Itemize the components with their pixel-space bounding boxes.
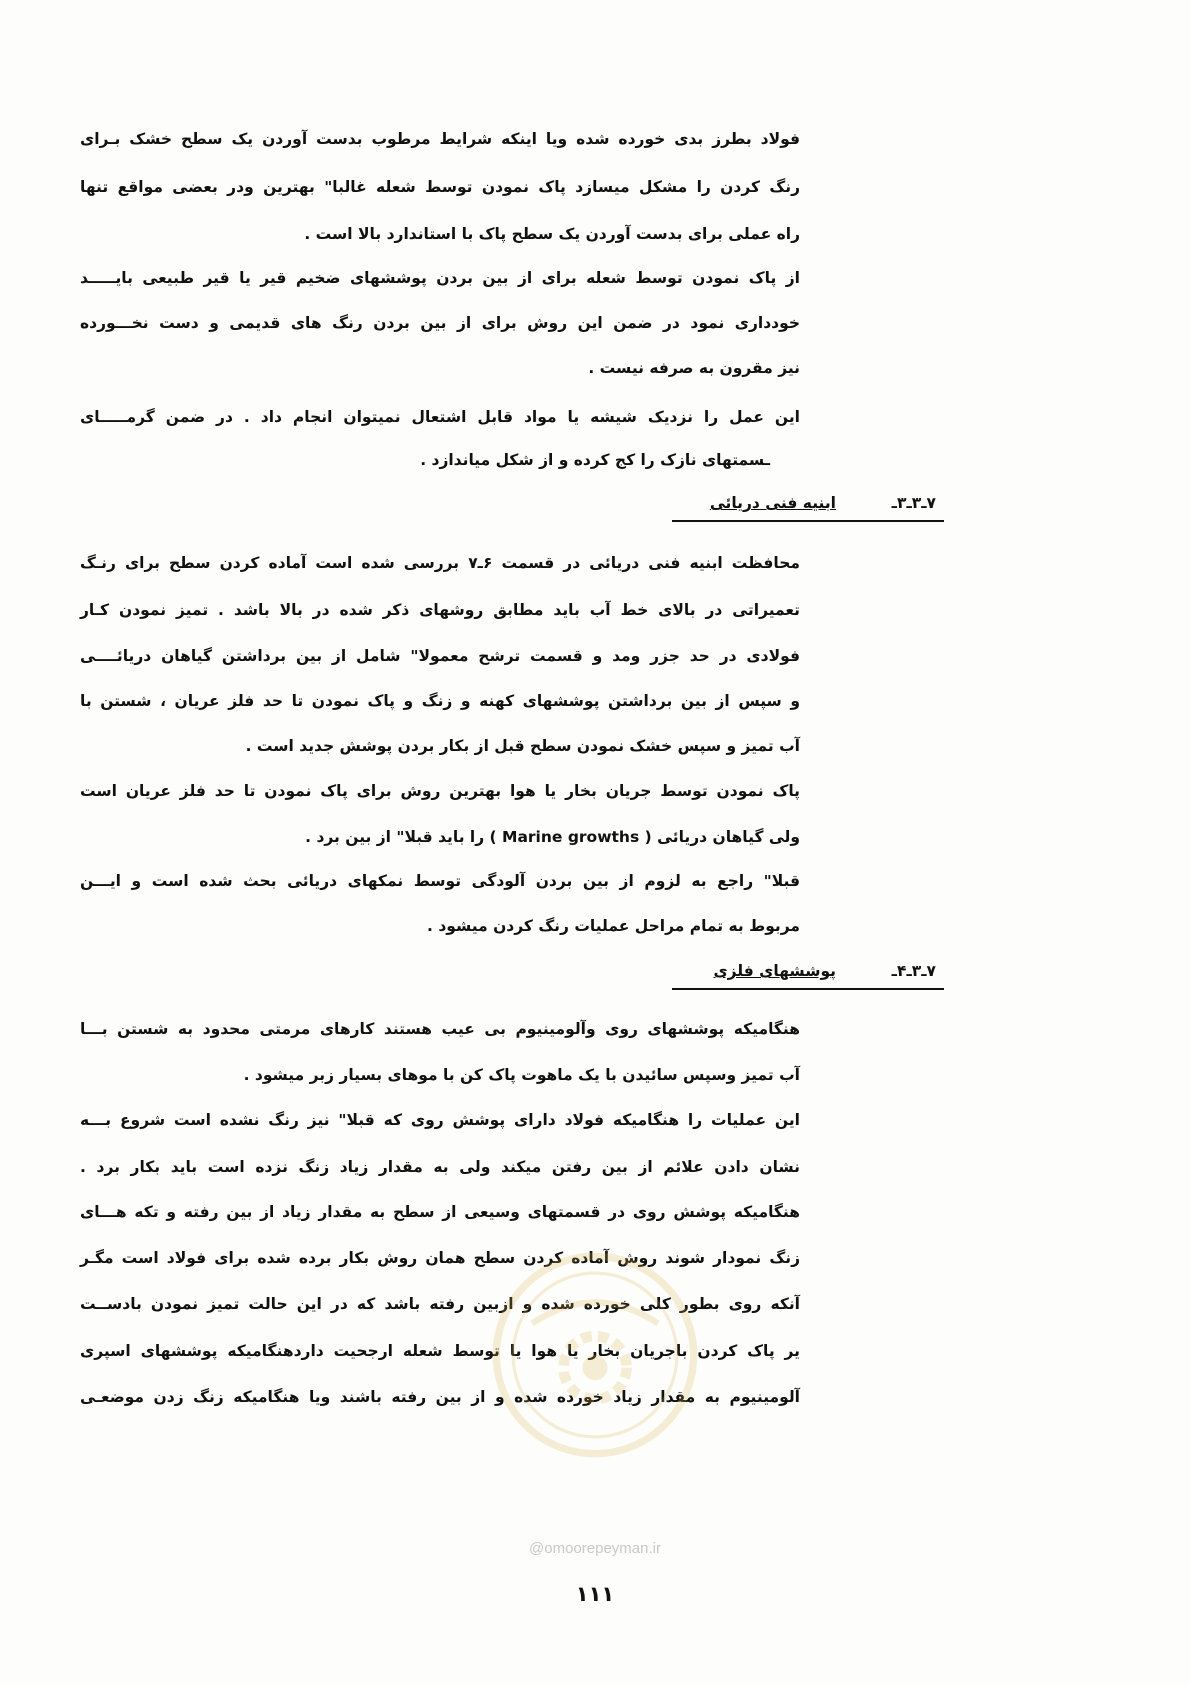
- text-line: فولادی در حد جزر ومد و قسمت ترشح معمولا" شامل از بین برداشتن گیاهان دریائــــی: [80, 647, 800, 665]
- text-line: آب تمیز و سپس خشک نمودن سطح قبل از بکار بردن پوشش جدید است .: [245, 737, 800, 755]
- section-title: پوششهای فلزی: [713, 962, 836, 980]
- page-number: ۱۱۱: [575, 1582, 615, 1606]
- watermark-text: @omoorepeyman.ir: [529, 1540, 661, 1557]
- text-line: از پاک نمودن توسط شعله برای از بین بردن پوششهای ضخیم قیر یا قیر طبیعی بایـــــد: [80, 269, 800, 287]
- text-line: این عمل را نزدیک شیشه یا مواد قابل اشتعال نمیتوان انجام داد . در ضمن گرمـــــای: [80, 408, 800, 426]
- text-line: آلومینیوم به مقدار زیاد خورده شده و از بین رفته باشند ویا هنگامیکه زنگ زدن موضعـی: [80, 1388, 800, 1406]
- text-line: یر پاک کردن باجریان بخار یا هوا یا توسط شعله ارجحیت داردهنگامیکه پوششهای اسپری: [80, 1342, 800, 1360]
- text-line: هنگامیکه پوششهای روی وآلومینیوم بی عیب هستند کارهای مرمتی محدود به شستن بـــا: [80, 1020, 800, 1038]
- text-line: ـسمتهای نازک را کج کرده و از شکل میاندازد .: [420, 451, 770, 469]
- text-line: آب تمیز وسپس سائیدن با یک ماهوت پاک کن با موهای بسیار زبر میشود .: [243, 1066, 800, 1084]
- text-line: راه عملی برای بدست آوردن یک سطح پاک با استاندارد بالا است .: [304, 225, 800, 243]
- text-line: فولاد بطرز بدی خورده شده ویا اینکه شرایط مرطوب بدست آوردن یک سطح خشک بـرای: [80, 130, 800, 148]
- section-heading: [672, 958, 944, 990]
- text-line: پاک نمودن توسط جریان بخار یا هوا بهترین روش برای پاک نمودن تا حد فلز عریان است: [80, 782, 800, 800]
- text-line: خودداری نمود در ضمن این روش برای از بین بردن رنگ های قدیمی و دست نخـــورده: [80, 314, 800, 332]
- text-line: تعمیراتی در بالای خط آب باید مطابق روشهای ذکر شده در بالا باشد . تمیز نمودن کـار: [80, 601, 800, 619]
- text-line: مربوط به تمام مراحل عملیات رنگ کردن میشود .: [427, 917, 800, 935]
- text-line: نشان دادن علائم از بین رفتن میکند ولی به مقدار زیاد زنگ نزده است باید بکار برد .: [80, 1158, 800, 1176]
- text-line: محافظت ابنیه فنی دریائی در قسمت ۶ـ۷ بررسی شده است آماده کردن سطح برای رنـگ: [80, 554, 800, 572]
- text-line: هنگامیکه پوشش روی در قسمتهای وسیعی از سطح به مقدار زیاد از بین رفته و تکه هـــای: [80, 1203, 800, 1221]
- text-line: این عملیات را هنگامیکه فولاد دارای پوشش روی که قبلا" نیز رنگ نشده است شروع بـــه: [80, 1111, 800, 1129]
- section-number: ۷ـ۳ـ۳ـ: [891, 494, 936, 512]
- text-line: نیز مقرون به صرفه نیست .: [588, 359, 800, 377]
- text-line: آنکه روی بطور کلی خورده شده و ازبین رفته باشد که در این حالت تمیز نمودن بادســت: [80, 1295, 800, 1313]
- text-line: و سپس از بین برداشتن پوششهای کهنه و زنگ و پاک نمودن تا حد فلز عریان ، شستن با: [80, 692, 800, 710]
- section-title: ابنیه فنی دریائی: [709, 494, 836, 512]
- section-heading: [672, 490, 944, 522]
- text-line: ولی گیاهان دریائی ( Marine growths ) را باید قبلا" از بین برد .: [305, 828, 800, 846]
- text-line: زنگ نمودار شوند روش آماده کردن سطح همان روش بکار برده شده برای فولاد است مگـر: [80, 1249, 800, 1267]
- text-line: رنگ کردن را مشکل میسازد پاک نمودن توسط شعله غالبا" بهترین ودر بعضی مواقع تنها: [80, 178, 800, 196]
- watermark-seal-icon: [490, 1250, 700, 1460]
- section-number: ۷ـ۳ـ۴ـ: [891, 962, 936, 980]
- text-line: قبلا" راجع به لزوم از بین بردن آلودگی توسط نمکهای دریائی بحث شده است و ایـــن: [80, 872, 800, 890]
